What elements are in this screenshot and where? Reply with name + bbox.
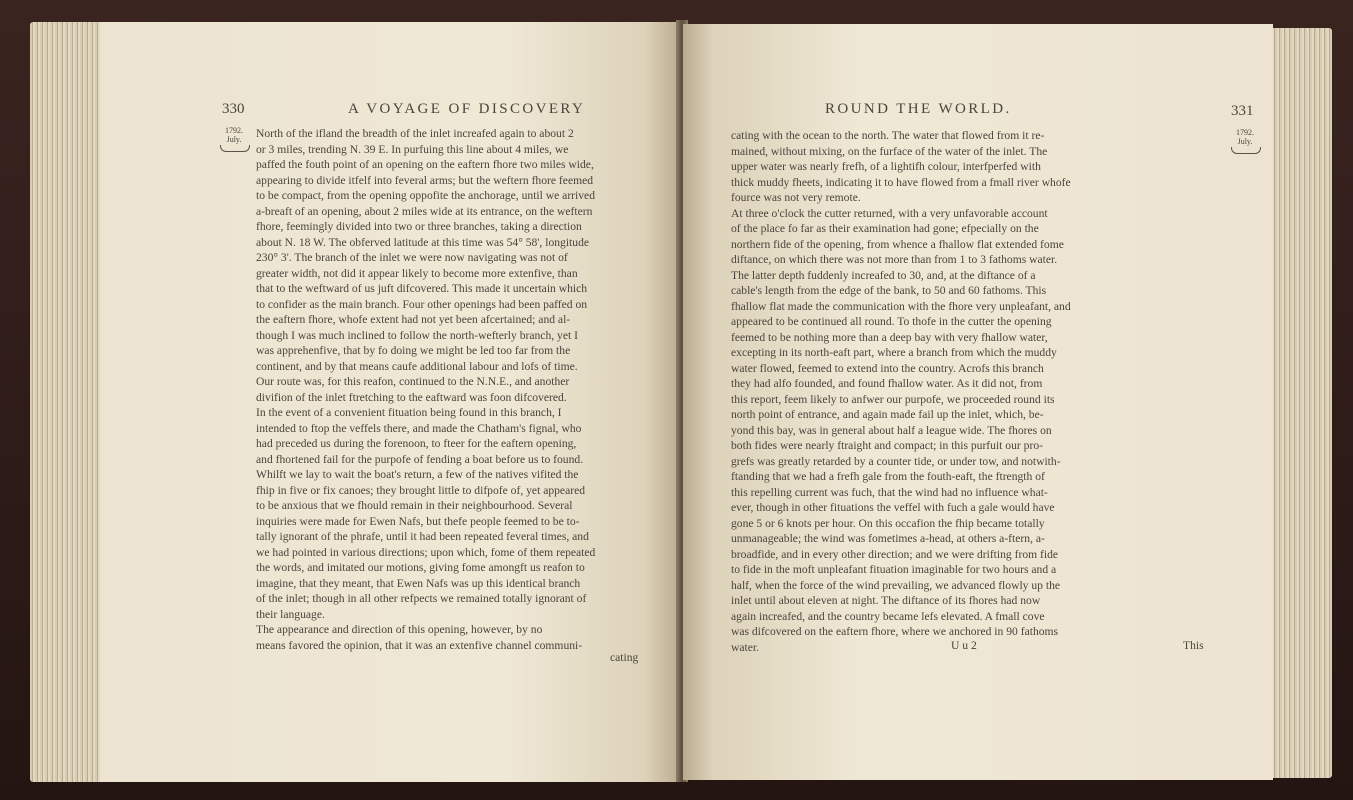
text-line: this repelling current was fuch, that the wind had no influence what- — [731, 485, 1048, 499]
text-line: we had pointed in various directions; upon which, fome of them repeated — [256, 545, 596, 559]
text-line: the words, and imitated our motions, giving fome amongft us reafon to — [256, 561, 585, 574]
text-line: half, when the force of the wind prevailing, we advanced flowly up the — [731, 578, 1061, 592]
text-line: of the place fo far as their examination had gone; efpecially on the — [731, 222, 1039, 235]
left-running-head: A VOYAGE OF DISCOVERY — [348, 101, 586, 117]
text-line: this report, feem likely to anfwer our purpofe, we proceeded round its — [731, 392, 1055, 406]
left-catchword: cating — [610, 651, 639, 664]
text-line: upper water was nearly frefh, of a lightifh colour, interfperfed with — [731, 160, 1041, 173]
text-line: inquiries were made for Ewen Nafs, but thefe people feemed to be to- — [256, 514, 580, 528]
text-line: fhallow flat made the communication with the fhore very unpleafant, and — [731, 299, 1071, 313]
text-line: feemed to be nothing more than a deep bay with very fhallow water, — [731, 330, 1048, 344]
text-line: cable's length from the edge of the bank, to 50 and 60 fathoms. This — [731, 284, 1047, 297]
text-line: cating with the ocean to the north. The water that flowed from it re- — [731, 129, 1045, 142]
right-page — [683, 24, 1273, 780]
text-line: inlet until about eleven at night. The diftance of its fhores had now — [731, 594, 1041, 607]
text-line: was difcovered on the eaftern fhore, where we anchored in 90 fathoms — [731, 625, 1059, 638]
text-line: about N. 18 W. The obferved latitude at this time was 54° 58', longitude — [256, 235, 590, 249]
text-line: intended to ftop the veffels there, and made the Chatham's fignal, who — [256, 421, 582, 435]
text-line: to be anxious that we fhould remain in their neighbourhood. Several — [256, 499, 573, 512]
text-line: fhip in five or fix canoes; they brought little to difpofe of, yet appeared — [256, 483, 586, 497]
text-line: mained, without mixing, on the furface of the water of the inlet. The — [731, 144, 1048, 158]
text-line: water. — [731, 640, 760, 654]
text-line: thick muddy fheets, indicating it to have flowed from a fmall river whofe — [731, 175, 1071, 189]
left-margin-year: 1792. — [225, 126, 243, 135]
text-line: north point of entrance, and again made fail up the inlet, which, be- — [731, 408, 1044, 421]
right-catchword: This — [1183, 639, 1204, 652]
text-line: or 3 miles, trending N. 39 E. In purfuing this line about 4 miles, we — [256, 142, 569, 156]
text-line: that to the weftward of us juft difcovered. This made it uncertain which — [256, 282, 588, 295]
text-line: ever, though in other fituations the veffel with fuch a gale would have — [731, 501, 1055, 514]
text-line: excepting in its north-eaft part, where a branch from which the muddy — [731, 346, 1057, 359]
text-line: 230° 3'. The branch of the inlet we were now navigating was not of — [256, 251, 568, 264]
text-line: tally ignorant of the phrafe, until it had been repeated feveral times, and — [256, 530, 589, 543]
text-line: means favored the opinion, that it was an extenfive channel communi- — [256, 638, 583, 652]
text-line: greater width, not did it appear likely to become more extenfive, than — [256, 266, 578, 280]
text-line: imagine, that they meant, that Ewen Nafs was up this identical branch — [256, 576, 581, 590]
text-line: again increafed, and the country became lefs elevated. A fmall cove — [731, 609, 1045, 623]
left-margin-brace — [220, 145, 250, 152]
text-line: Our route was, for this reafon, continued to the N.N.E., and another — [256, 375, 570, 388]
text-line: gone 5 or 6 knots per hour. On this occafion the fhip became totally — [731, 516, 1045, 530]
text-line: to confider as the main branch. Four other openings had been paffed on — [256, 297, 588, 311]
right-page-number: 331 — [1231, 103, 1254, 119]
text-line: of the inlet; though in all other refpects we remained totally ignorant of — [256, 592, 587, 605]
text-line: The latter depth fuddenly increafed to 30, and, at the diftance of a — [731, 268, 1036, 282]
text-line: Whilft we lay to wait the boat's return, a few of the natives vifited the — [256, 468, 579, 481]
right-margin-year: 1792. — [1236, 128, 1254, 137]
text-line: they had alfo founded, and found fhallow water. As it did not, from — [731, 377, 1043, 390]
text-line: fhore, feemingly divided into two or three branches, taking a direction — [256, 220, 582, 233]
text-line: was apprehenfive, that by fo doing we might be led too far from the — [256, 344, 571, 357]
text-line: and fhortened fail for the purpofe of fending a boat before us to found. — [256, 452, 584, 466]
text-line: to be compact, from the opening oppofite the anchorage, until we arrived — [256, 189, 595, 202]
text-line: divifion of the inlet ftretching to the eaftward was foon difcovered. — [256, 390, 567, 404]
text-line: ftanding that we had a frefh gale from the fouth-eaft, the ftrength of — [731, 470, 1045, 483]
right-running-head: ROUND THE WORLD. — [825, 101, 1012, 117]
text-line: The appearance and direction of this opening, however, by no — [256, 623, 543, 636]
text-line: paffed the fouth point of an opening on the eaftern fhore two miles wide, — [256, 158, 594, 171]
text-line: appearing to divide itfelf into feveral arms; but the weftern fhore feemed — [256, 173, 594, 187]
right-margin-month: July. — [1237, 137, 1253, 146]
right-margin-brace — [1231, 147, 1261, 154]
text-line: had preceded us during the forenoon, to fteer for the eaftern opening, — [256, 437, 577, 450]
text-line: At three o'clock the cutter returned, with a very unfavorable account — [731, 206, 1048, 220]
text-line: diftance, on which there was not more than from 1 to 3 fathoms water. — [731, 253, 1058, 266]
text-line: their language. — [256, 607, 325, 621]
text-line: In the event of a convenient fituation being found in this branch, I — [256, 406, 562, 419]
text-line: though I was much inclined to follow the north-wefterly branch, yet I — [256, 328, 578, 342]
text-line: yond this bay, was in general about half a league wide. The fhores on — [731, 423, 1052, 437]
text-line: unmanageable; the wind was fometimes a-head, at others a-ftern, a- — [731, 532, 1045, 545]
text-line: water flowed, feemed to extend into the country. Acrofs this branch — [731, 361, 1044, 375]
text-line: fource was not very remote. — [731, 191, 861, 204]
text-line: grefs was greatly retarded by a counter tide, or under tow, and notwith- — [731, 454, 1061, 468]
text-line: a-breaft of an opening, about 2 miles wide at its entrance, on the weftern — [256, 204, 593, 218]
left-page — [100, 22, 680, 782]
text-line: broadfide, and in every other direction; and we were drifting from fide — [731, 547, 1059, 561]
text-line: the eaftern fhore, whofe extent had not yet been afcertained; and al- — [256, 313, 571, 326]
left-page-edges — [30, 22, 110, 782]
text-line: northern fide of the opening, from whence a fhallow flat extended fome — [731, 237, 1064, 251]
text-line: both fides were nearly ftraight and compact; in this purfuit our pro- — [731, 439, 1043, 452]
text-line: continent, and by that means caufe additional labour and lofs of time. — [256, 359, 578, 373]
left-page-number: 330 — [222, 101, 245, 117]
text-line: North of the ifland the breadth of the inlet increafed again to about 2 — [256, 127, 574, 140]
text-line: appeared to be continued all round. To thofe in the cutter the opening — [731, 315, 1052, 328]
left-margin-month: July. — [226, 135, 242, 144]
text-line: to fide in the moft unpleafant fituation imaginable for two hours and a — [731, 563, 1057, 576]
right-signature-mark: U u 2 — [951, 639, 977, 652]
left-body-text — [256, 126, 654, 653]
right-body-text — [731, 128, 1221, 655]
